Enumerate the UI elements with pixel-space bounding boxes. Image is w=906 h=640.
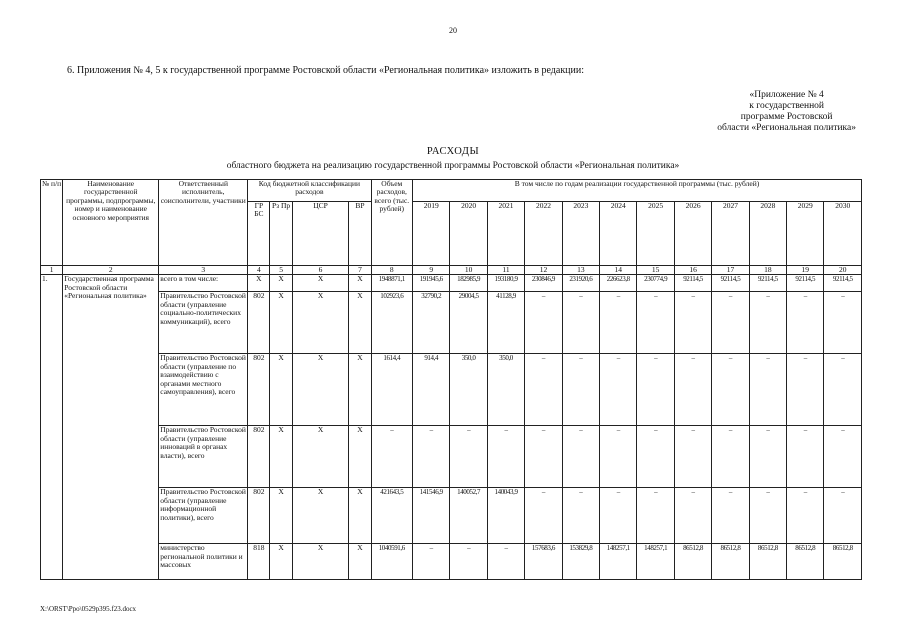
year-value-cell: –	[637, 426, 674, 488]
rzpr-cell: X	[270, 488, 292, 544]
grbs-cell: 802	[248, 426, 270, 488]
year-value-cell: 148257,1	[600, 544, 637, 580]
year-value-cell: –	[712, 354, 749, 426]
executor-cell: Правительство Ростовской области (управление инноваций в органах власти), всего	[159, 426, 248, 488]
header-volume: Объем расходов, всего (тыс. рублей)	[371, 180, 412, 266]
executor-cell: всего в том числе:	[159, 275, 248, 292]
column-number-cell: 14	[600, 266, 637, 275]
header-year: 2028	[749, 202, 786, 266]
column-number-cell: 10	[450, 266, 487, 275]
executor-cell: министерство региональной политики и массовых	[159, 544, 248, 580]
appendix-line: программе Ростовской	[740, 112, 833, 122]
appendix-heading	[717, 90, 856, 134]
header-rzpr: Рз Пр	[270, 202, 292, 266]
year-value-cell: 153829,8	[562, 544, 599, 580]
column-number-cell: 18	[749, 266, 786, 275]
column-number-cell: 19	[787, 266, 824, 275]
appendix-line: области «Региональная политика»	[717, 123, 856, 133]
year-value-cell: –	[600, 426, 637, 488]
rzpr-cell: X	[270, 354, 292, 426]
year-value-cell: –	[413, 426, 450, 488]
year-value-cell: 86512,8	[749, 544, 786, 580]
csr-cell: X	[292, 292, 349, 354]
year-value-cell: –	[749, 488, 786, 544]
year-value-cell: 350,0	[487, 354, 524, 426]
year-value-cell: –	[674, 488, 711, 544]
year-value-cell: 32790,2	[413, 292, 450, 354]
header-year: 2029	[787, 202, 824, 266]
year-value-cell: –	[787, 292, 824, 354]
year-value-cell: 140043,9	[487, 488, 524, 544]
column-number-cell: 5	[270, 266, 292, 275]
year-value-cell: –	[525, 292, 562, 354]
total-cell: –	[371, 426, 412, 488]
year-value-cell: –	[525, 488, 562, 544]
column-number-cell: 4	[248, 266, 270, 275]
column-number-cell: 16	[674, 266, 711, 275]
year-value-cell: 191945,6	[413, 275, 450, 292]
header-year: 2019	[413, 202, 450, 266]
header-name: Наименование государственной программы, подпрограммы, номер и наименование основного мероприятия	[63, 180, 159, 266]
year-value-cell: 231920,6	[562, 275, 599, 292]
rzpr-cell: X	[270, 292, 292, 354]
header-years-group: В том числе по годам реализации государственной программы (тыс. рублей)	[413, 180, 862, 202]
total-cell: 1614,4	[371, 354, 412, 426]
year-value-cell: 86512,8	[712, 544, 749, 580]
appendix-line: к государственной	[749, 101, 824, 111]
year-value-cell: –	[824, 292, 862, 354]
year-value-cell: 140052,7	[450, 488, 487, 544]
header-year: 2027	[712, 202, 749, 266]
executor-cell: Правительство Ростовской области (управление социально-политических коммуникаций), всего	[159, 292, 248, 354]
grbs-cell: 802	[248, 488, 270, 544]
csr-cell: X	[292, 354, 349, 426]
year-value-cell: 914,4	[413, 354, 450, 426]
year-value-cell: –	[674, 292, 711, 354]
year-value-cell: –	[712, 488, 749, 544]
column-number-cell: 7	[349, 266, 371, 275]
vr-cell: X	[349, 488, 371, 544]
year-value-cell: 86512,8	[824, 544, 862, 580]
column-number-cell: 12	[525, 266, 562, 275]
column-number-cell: 3	[159, 266, 248, 275]
grbs-cell: 818	[248, 544, 270, 580]
year-value-cell: –	[787, 426, 824, 488]
column-number-cell: 9	[413, 266, 450, 275]
header-grbs: ГР БС	[248, 202, 270, 266]
column-number-cell: 8	[371, 266, 412, 275]
column-number-cell: 13	[562, 266, 599, 275]
total-cell: 1948871,1	[371, 275, 412, 292]
rzpr-cell: X	[270, 275, 292, 292]
year-value-cell: 86512,8	[674, 544, 711, 580]
year-value-cell: –	[450, 426, 487, 488]
year-value-cell: –	[824, 488, 862, 544]
year-value-cell: 157683,6	[525, 544, 562, 580]
header-year: 2023	[562, 202, 599, 266]
executor-cell: Правительство Ростовской области (управление информационной политики), всего	[159, 488, 248, 544]
year-value-cell: 86512,8	[787, 544, 824, 580]
expenses-table	[40, 179, 862, 580]
table-row	[41, 275, 862, 292]
year-value-cell: 29004,5	[450, 292, 487, 354]
column-number-cell: 11	[487, 266, 524, 275]
year-value-cell: –	[487, 544, 524, 580]
year-value-cell: 148257,1	[637, 544, 674, 580]
year-value-cell: 230846,9	[525, 275, 562, 292]
year-value-cell: 92114,5	[824, 275, 862, 292]
year-value-cell: –	[487, 426, 524, 488]
header-executor: Ответственный исполнитель, соисполнители, участники	[159, 180, 248, 266]
column-number-cell: 6	[292, 266, 349, 275]
year-value-cell: –	[562, 292, 599, 354]
year-value-cell: –	[637, 488, 674, 544]
year-value-cell: 92114,5	[749, 275, 786, 292]
header-csr: ЦСР	[292, 202, 349, 266]
column-number-row	[41, 266, 862, 275]
year-value-cell: 41128,9	[487, 292, 524, 354]
column-number-cell: 15	[637, 266, 674, 275]
year-value-cell: –	[674, 426, 711, 488]
program-name-cell: Государственная программа Ростовской области «Региональная политика»	[63, 275, 159, 580]
year-value-cell: –	[562, 426, 599, 488]
year-value-cell: –	[674, 354, 711, 426]
year-value-cell: 92114,5	[787, 275, 824, 292]
document-title: РАСХОДЫ	[426, 146, 480, 157]
csr-cell: X	[292, 426, 349, 488]
program-number-cell: 1.	[41, 275, 63, 580]
table-row	[41, 544, 862, 580]
grbs-cell: X	[248, 275, 270, 292]
year-value-cell: –	[824, 426, 862, 488]
year-value-cell: –	[637, 292, 674, 354]
vr-cell: X	[349, 426, 371, 488]
csr-cell: X	[292, 544, 349, 580]
year-value-cell: 226623,8	[600, 275, 637, 292]
year-value-cell: –	[749, 426, 786, 488]
rzpr-cell: X	[270, 544, 292, 580]
year-value-cell: –	[600, 488, 637, 544]
total-cell: 421643,5	[371, 488, 412, 544]
vr-cell: X	[349, 292, 371, 354]
table-row	[41, 426, 862, 488]
appendix-line: «Приложение № 4	[749, 90, 824, 100]
document-subtitle: областного бюджета на реализацию государственной программы Ростовской области «Региональная политика»	[226, 161, 680, 171]
header-year: 2021	[487, 202, 524, 266]
year-value-cell: 350,0	[450, 354, 487, 426]
header-year: 2022	[525, 202, 562, 266]
year-value-cell: –	[600, 354, 637, 426]
header-num: № п/п	[41, 180, 63, 266]
year-value-cell: –	[712, 292, 749, 354]
header-vr: ВР	[349, 202, 371, 266]
header-year: 2030	[824, 202, 862, 266]
executor-cell: Правительство Ростовской области (управление по взаимодействию с органами местного самоуправления), всего	[159, 354, 248, 426]
year-value-cell: 193180,9	[487, 275, 524, 292]
grbs-cell: 802	[248, 354, 270, 426]
year-value-cell: 141546,9	[413, 488, 450, 544]
year-value-cell: –	[525, 354, 562, 426]
year-value-cell: –	[450, 544, 487, 580]
header-year: 2026	[674, 202, 711, 266]
year-value-cell: –	[787, 354, 824, 426]
column-number-cell: 2	[63, 266, 159, 275]
total-cell: 1040591,6	[371, 544, 412, 580]
intro-paragraph: 6. Приложения № 4, 5 к государственной программе Ростовской области «Региональная политика» изложить в редакции:	[67, 65, 585, 76]
csr-cell: X	[292, 488, 349, 544]
header-year: 2025	[637, 202, 674, 266]
column-number-cell: 17	[712, 266, 749, 275]
year-value-cell: –	[637, 354, 674, 426]
year-value-cell: –	[600, 292, 637, 354]
header-year: 2020	[450, 202, 487, 266]
table-row	[41, 354, 862, 426]
file-path-footer: X:\ORST\Ppo\0529p395.f23.docx	[40, 605, 137, 613]
year-value-cell: –	[749, 354, 786, 426]
year-value-cell: –	[749, 292, 786, 354]
year-value-cell: –	[562, 354, 599, 426]
column-number-cell: 1	[41, 266, 63, 275]
year-value-cell: 182985,9	[450, 275, 487, 292]
page-number: 20	[449, 26, 457, 35]
grbs-cell: 802	[248, 292, 270, 354]
header-code-group: Код бюджетной классификации расходов	[248, 180, 371, 202]
year-value-cell: –	[824, 354, 862, 426]
year-value-cell: –	[712, 426, 749, 488]
year-value-cell: –	[525, 426, 562, 488]
total-cell: 102923,6	[371, 292, 412, 354]
vr-cell: X	[349, 275, 371, 292]
year-value-cell: –	[562, 488, 599, 544]
rzpr-cell: X	[270, 426, 292, 488]
year-value-cell: 92114,5	[674, 275, 711, 292]
csr-cell: X	[292, 275, 349, 292]
year-value-cell: –	[413, 544, 450, 580]
header-year: 2024	[600, 202, 637, 266]
vr-cell: X	[349, 354, 371, 426]
year-value-cell: 230774,9	[637, 275, 674, 292]
column-number-cell: 20	[824, 266, 862, 275]
table-row	[41, 488, 862, 544]
table-row	[41, 292, 862, 354]
year-value-cell: –	[787, 488, 824, 544]
year-value-cell: 92114,5	[712, 275, 749, 292]
vr-cell: X	[349, 544, 371, 580]
